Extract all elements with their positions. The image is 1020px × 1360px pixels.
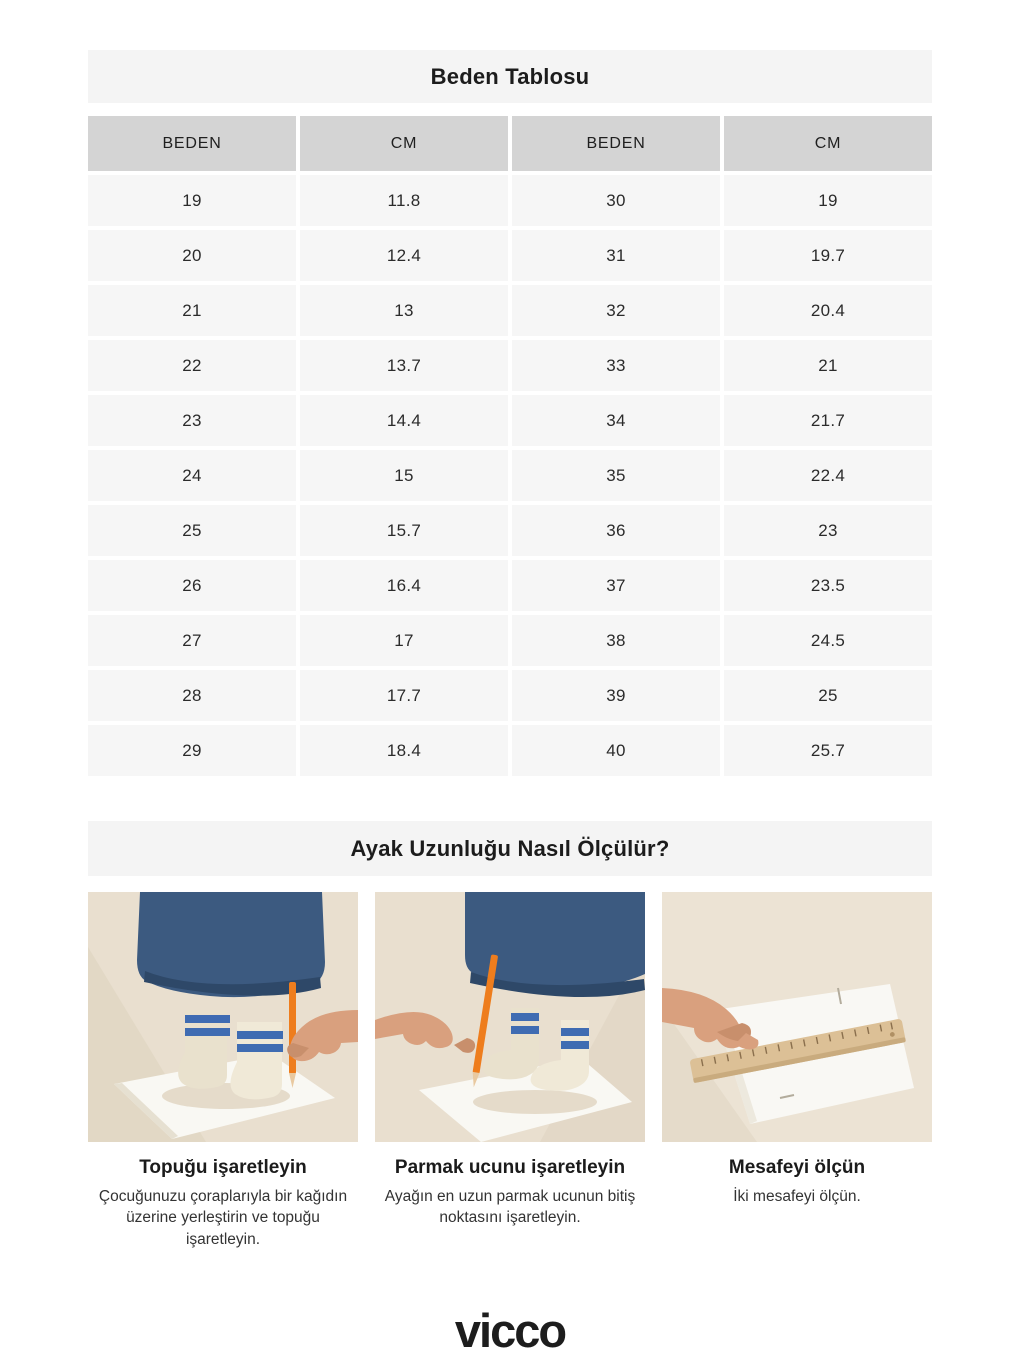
step-card-measure [662, 892, 932, 1250]
column-header: BEDEN [512, 116, 720, 171]
size-cell: 27 [88, 615, 296, 666]
step-title: Mesafeyi ölçün [728, 1157, 866, 1178]
size-cell: 32 [512, 285, 720, 336]
size-cell: 29 [88, 725, 296, 776]
size-cell: 12.4 [300, 230, 508, 281]
size-cell: 24 [88, 450, 296, 501]
brand-logo: vicco [454, 1304, 566, 1358]
size-chart-title: Beden Tablosu [430, 63, 590, 89]
size-cell: 25 [88, 505, 296, 556]
size-cell: 21 [724, 340, 932, 391]
size-cell: 15 [300, 450, 508, 501]
step-title: Parmak ucunu işaretleyin [394, 1157, 626, 1178]
size-cell: 17.7 [300, 670, 508, 721]
size-cell: 31 [512, 230, 720, 281]
column-header: CM [724, 116, 932, 171]
size-cell: 23.5 [724, 560, 932, 611]
size-cell: 20 [88, 230, 296, 281]
measure-distance-illustration [662, 892, 932, 1142]
size-cell: 15.7 [300, 505, 508, 556]
size-cell: 21 [88, 285, 296, 336]
measure-guide-title-bar [88, 821, 932, 876]
size-cell: 26 [88, 560, 296, 611]
step-card-mark-heel [88, 892, 358, 1250]
size-cell: 20.4 [724, 285, 932, 336]
size-cell: 14.4 [300, 395, 508, 446]
size-cell: 13.7 [300, 340, 508, 391]
size-cell: 34 [512, 395, 720, 446]
size-cell: 40 [512, 725, 720, 776]
step-description: Ayağın en uzun parmak ucunun bitiş noktasını işaretleyin. [384, 1188, 636, 1227]
size-cell: 19 [724, 175, 932, 226]
mark-toe-photo [375, 892, 645, 1142]
size-cell: 23 [88, 395, 296, 446]
size-cell: 11.8 [300, 175, 508, 226]
size-cell: 36 [512, 505, 720, 556]
column-header: CM [300, 116, 508, 171]
size-cell: 13 [300, 285, 508, 336]
mark-heel-illustration [88, 892, 358, 1142]
step-description: Çocuğunuzu çoraplarıyla bir kağıdın üzerine yerleştirin ve topuğu işaretleyin. [98, 1188, 348, 1248]
size-cell: 19.7 [724, 230, 932, 281]
size-cell: 19 [88, 175, 296, 226]
step-title: Topuğu işaretleyin [139, 1157, 307, 1178]
size-table [88, 116, 932, 776]
size-cell: 33 [512, 340, 720, 391]
mark-heel-photo [88, 892, 358, 1142]
size-cell: 16.4 [300, 560, 508, 611]
size-cell: 21.7 [724, 395, 932, 446]
column-header: BEDEN [88, 116, 296, 171]
size-chart-title-bar [88, 50, 932, 103]
size-cell: 25.7 [724, 725, 932, 776]
size-cell: 25 [724, 670, 932, 721]
step-card-mark-toe [375, 892, 645, 1250]
size-cell: 18.4 [300, 725, 508, 776]
brand-footer [0, 1304, 1020, 1360]
size-cell: 37 [512, 560, 720, 611]
measure-steps [88, 892, 932, 1250]
size-cell: 35 [512, 450, 720, 501]
mark-toe-illustration [375, 892, 645, 1142]
measure-guide-title: Ayak Uzunluğu Nasıl Ölçülür? [350, 835, 670, 861]
size-cell: 39 [512, 670, 720, 721]
size-cell: 24.5 [724, 615, 932, 666]
size-cell: 17 [300, 615, 508, 666]
size-cell: 22.4 [724, 450, 932, 501]
size-cell: 38 [512, 615, 720, 666]
size-cell: 28 [88, 670, 296, 721]
size-cell: 30 [512, 175, 720, 226]
size-cell: 23 [724, 505, 932, 556]
size-cell: 22 [88, 340, 296, 391]
step-description: İki mesafeyi ölçün. [733, 1188, 861, 1205]
measure-distance-photo [662, 892, 932, 1142]
